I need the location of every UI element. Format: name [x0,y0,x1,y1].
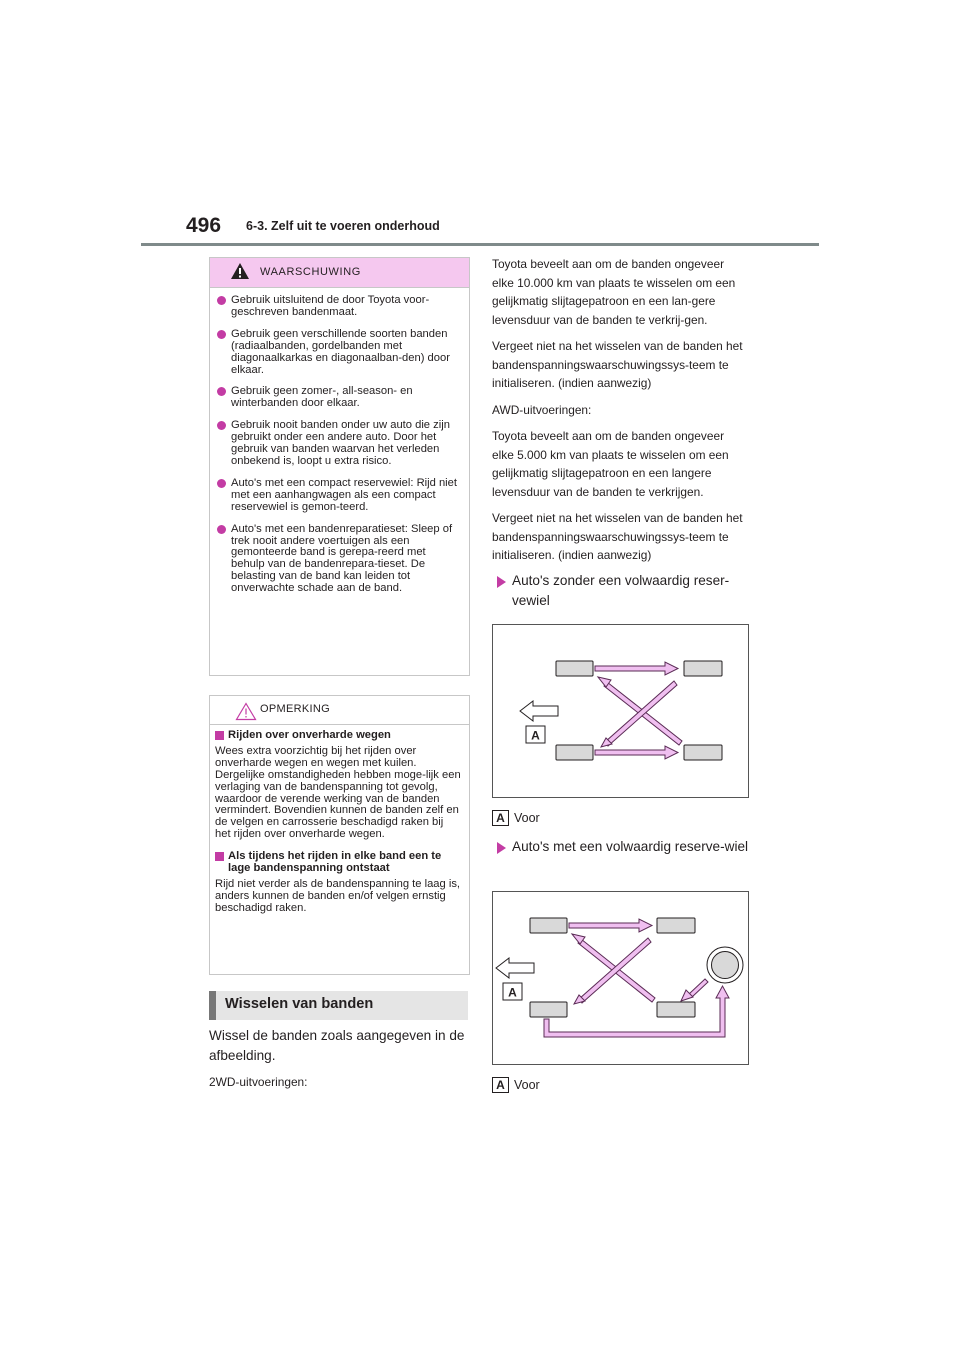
tire-rotation-4-diagram [493,625,748,797]
warning-item: Auto's met een bandenreparatieset: Sleep of trek nooit andere voertuigen als een gemonteerde band is gerepa-reerd met behulp van de bandenrepara-tieset. De belasting van de band kan leiden tot onverwachte schade aan de band. [217,524,461,595]
note-title: OPMERKING [260,703,330,715]
warning-title: WAARSCHUWING [260,266,361,278]
rotation-diagram-2 [492,891,749,1065]
twowd-label: 2WD-uitvoeringen: [209,1075,308,1089]
intro-paragraph: Wissel de banden zoals aangegeven in de afbeelding. [209,1028,465,1063]
header-rule [141,243,819,246]
diagram-label-a: A [531,728,540,743]
tire-front-right [684,661,722,676]
caution-outline-icon [235,702,257,721]
bullet-dot-icon [217,296,226,305]
triangle-bullet-icon [497,576,506,588]
note-paragraph: Rijd niet verder als de bandenspanning te laag is, anders kunnen de banden en/of velgen ernstig beschadigd raken. [215,877,461,914]
page-number: 496 [186,214,222,237]
paragraph: Vergeet niet na het wisselen van de banden het bandenspanningswaarschuwingssys-teem te initialiseren. (indien aanwezig) [492,511,743,562]
caption-voor-1: A Voor [492,810,540,826]
warning-item: Gebruik nooit banden onder uw auto die zijn gebruikt onder een andere auto. Door het gebruik van banden waarvan het verleden onbekend is, loopt u extra risico. [217,420,461,468]
section-heading [209,991,468,1020]
warning-item: Gebruik geen zomer-, all-season- en winterbanden door elkaar. [217,386,461,410]
rotation-arrows [595,662,682,759]
bullet-dot-icon [217,421,226,430]
tire-front-left [556,661,593,676]
paragraph: Vergeet niet na het wisselen van de banden het bandenspanningswaarschuwingssys-teem te initialiseren. (indien aanwezig) [492,339,743,390]
bullet-dot-icon [217,330,226,339]
arrow-front-straight [569,919,652,932]
warning-item: Gebruik geen verschillende soorten banden (radiaalbanden, gordelbanden met diagonaalkarkas en diagonaalban-den) door elkaar. [217,329,461,377]
front-direction-arrow-icon [496,958,534,978]
rotation-diagram-1 [492,624,749,798]
bullet-dot-icon [217,387,226,396]
right-text [492,255,747,573]
paragraph: Toyota beveelt aan om de banden ongeveer elke 10.000 km van plaats te wisselen om een gelijkmatig slijtagepatroon en een lan-gere levensduur van de banden te verkrij-gen. [492,257,736,327]
diagram-label-a: A [508,985,517,1000]
note-box [209,695,470,975]
paragraph: AWD-uitvoeringen: [492,402,592,417]
arrow-spare-to-rear [689,979,708,997]
label-a-box: A [492,810,509,826]
bullet-no-full-spare: Auto's zonder een volwaardig reser-vewiel [497,571,749,611]
triangle-bullet-icon [497,842,506,854]
square-bullet-icon [215,731,224,740]
bullet-full-spare: Auto's met een volwaardig reserve-wiel [497,837,749,857]
arrow-rear-straight [595,746,678,759]
tire-rotation-5-diagram [493,892,748,1064]
note-paragraph: Wees extra voorzichtig bij het rijden over onverharde wegen en wegen met kuilen. Dergelijke omstandigheden hebben moge-lijk een verlaging van de bandenspanning tot gevolg, waardoor de verende werking van de banden vermindert. Bovendien kunnen de banden zelf en de velgen en carrosserie beschadigd raken bij het rijden over onverharde wegen. [215,744,461,841]
tire-rear-left [530,1002,567,1017]
caption-voor-2: A Voor [492,1077,540,1093]
tire-front-right [657,918,695,933]
square-bullet-icon [215,852,224,861]
front-direction-arrow-icon [520,701,558,721]
warning-header [210,258,469,288]
section-heading-text: Wisselen van banden [225,996,374,1012]
paragraph: Toyota beveelt aan om de banden ongeveer elke 5.000 km van plaats te wisselen om een gelijkmatig slijtagepatroon en een langere levensduur van de banden te verkrijgen. [492,429,729,499]
rotation-arrows [544,919,729,1037]
tire-rear-right [657,1002,695,1017]
bullet-dot-icon [217,525,226,534]
note-header [210,696,469,725]
bullet-dot-icon [217,479,226,488]
arrow-rear-to-spare [544,986,729,1037]
arrow-front-straight [595,662,678,675]
tire-rear-right [684,745,722,760]
warning-box [209,257,470,676]
label-a-box: A [492,1077,509,1093]
warning-item: Gebruik uitsluitend de door Toyota voor-geschreven bandenmaat. [217,295,461,319]
note-subheading: Als tijdens het rijden in elke band een te lage bandenspanning ontstaat [215,851,461,875]
section-title: 6-3. Zelf uit te voeren onderhoud [246,219,440,233]
note-subheading: Rijden over onverharde wegen [215,730,461,742]
tire-rear-left [556,745,593,760]
tire-front-left [530,918,567,933]
warning-item: Auto's met een compact reservewiel: Rijd niet met een aanhangwagen als een compact reservewiel is gemon-teerd. [217,478,461,514]
warning-icon [230,262,250,280]
